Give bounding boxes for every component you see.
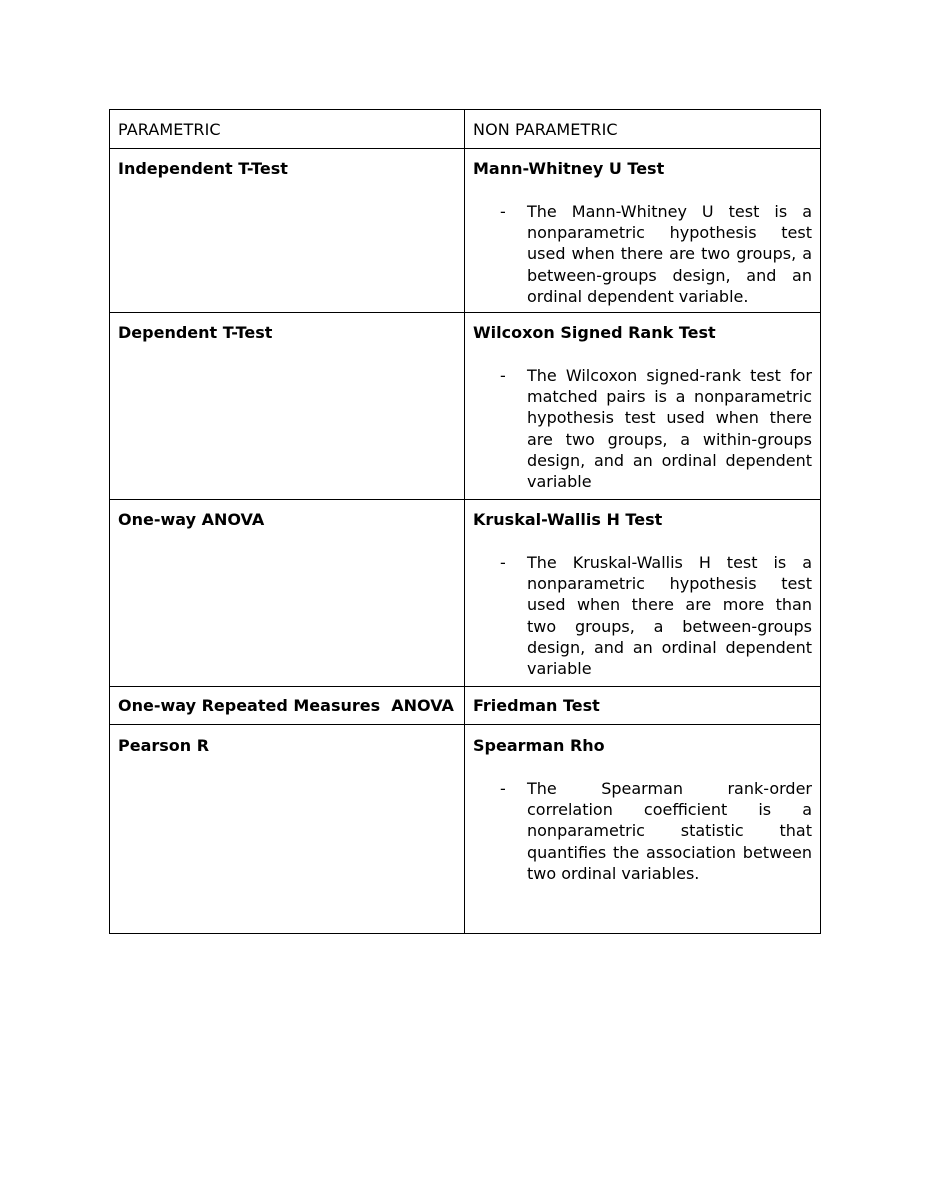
non-parametric-cell	[465, 313, 821, 500]
parametric-cell	[110, 725, 465, 934]
header-parametric: PARAMETRIC	[118, 120, 221, 139]
non-parametric-test-name: Spearman Rho	[473, 736, 605, 755]
test-description	[473, 552, 812, 679]
table-row	[110, 149, 821, 313]
table-row	[110, 500, 821, 687]
parametric-test-name: Dependent T-Test	[118, 323, 273, 342]
bullet-marker: -	[500, 366, 506, 385]
test-description	[473, 365, 812, 492]
header-cell-parametric	[110, 110, 465, 149]
non-parametric-test-name: Kruskal-Wallis H Test	[473, 510, 663, 529]
description-text: The Kruskal-Wallis H test is a nonparametric hypothesis test used when there are more than two groups, a between-groups design, and an ordinal dependent variable	[527, 553, 812, 679]
header-non-parametric: NON PARAMETRIC	[473, 120, 618, 139]
parametric-cell	[110, 687, 465, 725]
parametric-test-name: One-way Repeated Measures ANOVA	[118, 696, 454, 715]
test-description	[473, 778, 812, 884]
non-parametric-cell	[465, 500, 821, 687]
non-parametric-cell	[465, 149, 821, 313]
bullet-marker: -	[500, 202, 506, 221]
parametric-cell	[110, 313, 465, 500]
parametric-test-name: One-way ANOVA	[118, 510, 265, 529]
table-row	[110, 725, 821, 934]
table-row	[110, 313, 821, 500]
non-parametric-test-name: Wilcoxon Signed Rank Test	[473, 323, 716, 342]
description-text: The Wilcoxon signed-rank test for matched pairs is a nonparametric hypothesis test used when there are two groups, a within-groups design, and an ordinal dependent variable	[527, 366, 812, 492]
parametric-vs-nonparametric-table	[109, 109, 821, 934]
bullet-marker: -	[500, 553, 506, 572]
parametric-test-name: Pearson R	[118, 736, 210, 755]
parametric-cell	[110, 149, 465, 313]
parametric-cell	[110, 500, 465, 687]
parametric-test-name: Independent T-Test	[118, 159, 288, 178]
non-parametric-test-name: Friedman Test	[473, 696, 600, 715]
non-parametric-cell	[465, 687, 821, 725]
description-text: The Mann-Whitney U test is a nonparametric hypothesis test used when there are two groups, a between-groups design, and an ordinal dependent variable.	[527, 202, 812, 306]
table-row	[110, 687, 821, 725]
non-parametric-cell	[465, 725, 821, 934]
bullet-marker: -	[500, 779, 506, 798]
test-description	[473, 201, 812, 307]
header-cell-non-parametric	[465, 110, 821, 149]
table-header-row	[110, 110, 821, 149]
non-parametric-test-name: Mann-Whitney U Test	[473, 159, 665, 178]
description-text: The Spearman rank-order correlation coefficient is a nonparametric statistic that quantifies the association between two ordinal variables.	[527, 779, 812, 883]
